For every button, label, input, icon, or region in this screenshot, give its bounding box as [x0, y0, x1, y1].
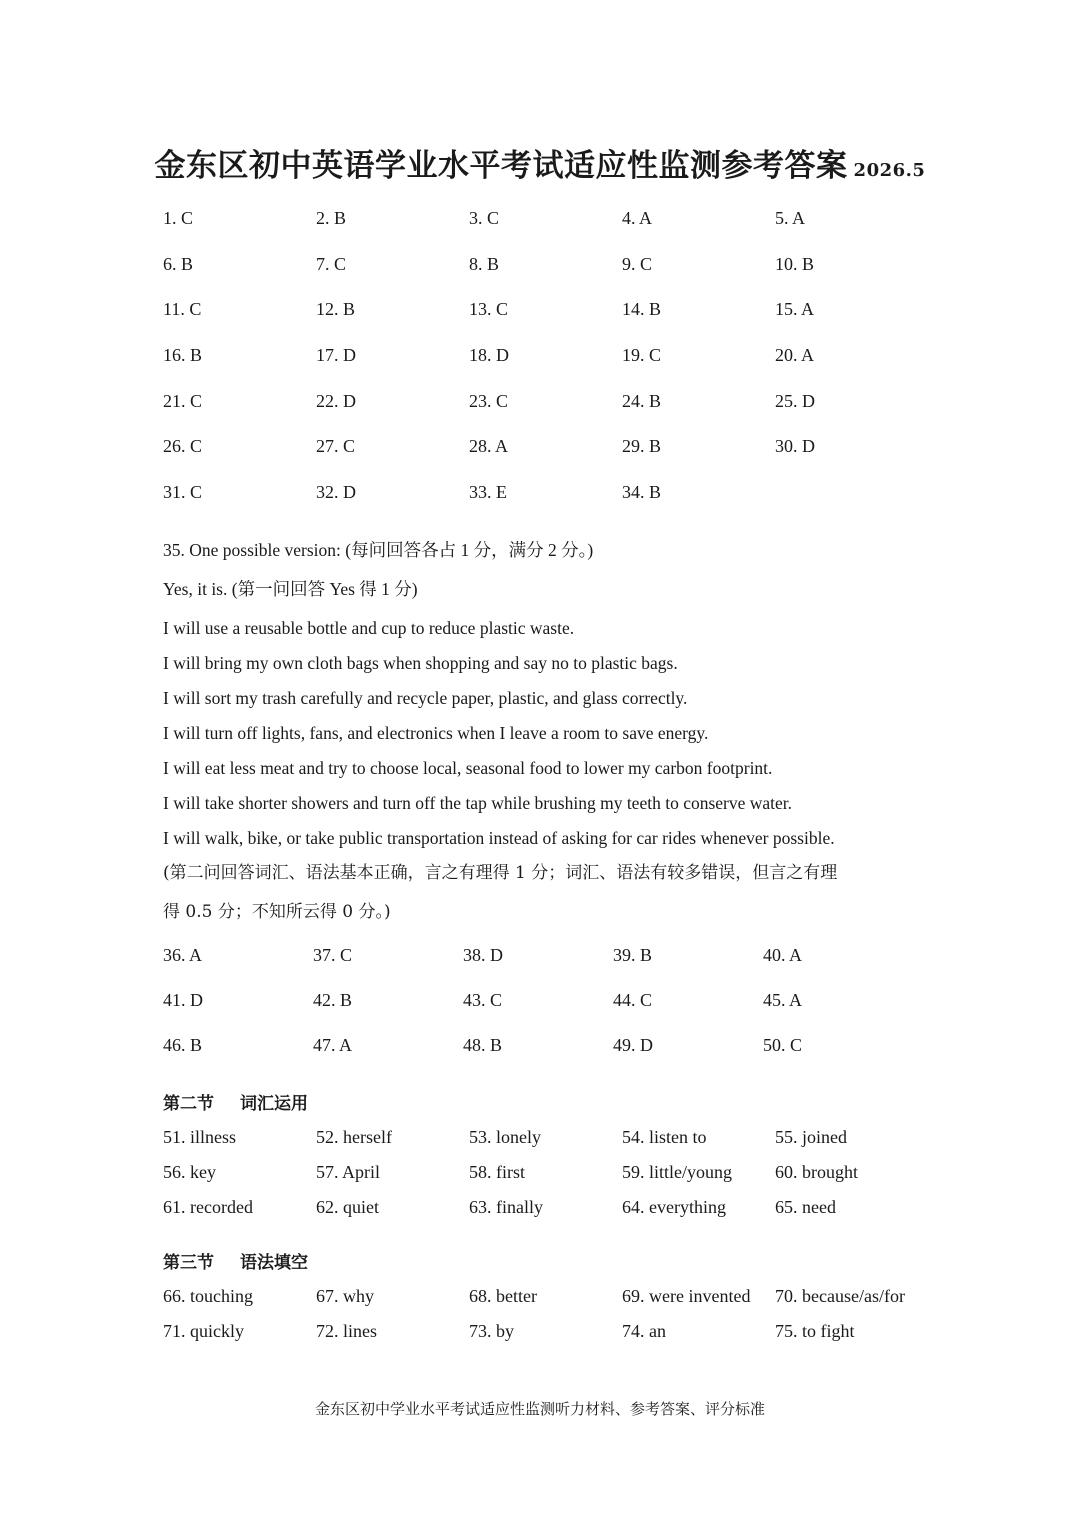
answer-row — [163, 254, 928, 300]
answer-cell: 54. listen to — [622, 1127, 707, 1147]
section3-name: 语法填空 — [240, 1253, 308, 1273]
answer-cell: 22. D — [316, 390, 356, 411]
answer-row — [163, 1286, 928, 1321]
answer-cell: 37. C — [313, 945, 353, 965]
answer-cell: 75. to fight — [775, 1321, 855, 1341]
answer-cell: 40. A — [763, 945, 803, 965]
answers-1-34-grid — [163, 208, 928, 528]
answer-cell: 45. A — [763, 990, 803, 1010]
q35-yes-line: Yes, it is. (第一问回答 Yes 得 1 分) — [163, 579, 418, 599]
answer-cell: 51. illness — [163, 1127, 237, 1147]
answer-cell: 56. key — [163, 1162, 216, 1182]
q35-sentence: I will take shorter showers and turn off the tap while brushing my teeth to conserve water. — [163, 793, 793, 813]
answer-cell: 11. C — [163, 299, 202, 320]
title-text: 金东区初中英语学业水平考试适应性监测参考答案 — [154, 148, 848, 184]
answer-row — [163, 945, 913, 990]
answer-row — [163, 208, 928, 254]
answer-cell: 71. quickly — [163, 1321, 244, 1341]
title-date: 2026.5 — [853, 160, 926, 181]
q35-scoring-note-2: 得 0.5 分；不知所云得 0 分。) — [163, 902, 391, 922]
answer-cell: 25. D — [775, 390, 815, 411]
answer-cell: 27. C — [316, 436, 356, 457]
answer-cell: 55. joined — [775, 1127, 847, 1147]
answer-cell: 69. were invented — [622, 1286, 751, 1306]
answer-cell: 68. better — [469, 1286, 537, 1306]
section3-answers-grid — [163, 1286, 928, 1356]
q35-scoring-note-1: (第二问回答词汇、语法基本正确，言之有理得 1 分；词汇、语法有较多错误，但言之有理 — [163, 863, 838, 883]
answer-cell: 58. first — [469, 1162, 525, 1182]
answer-row — [163, 391, 928, 437]
q35-block — [163, 537, 943, 938]
answer-cell: 38. D — [463, 945, 503, 965]
page-footer: 金东区初中学业水平考试适应性监测听力材料、参考答案、评分标准 — [314, 1400, 765, 1418]
answer-cell: 12. B — [316, 299, 356, 320]
answer-cell: 73. by — [469, 1321, 514, 1341]
answer-cell: 34. B — [622, 482, 662, 503]
section3-heading — [163, 1248, 308, 1273]
answer-cell: 42. B — [313, 990, 353, 1010]
answer-cell: 8. B — [469, 253, 500, 274]
answer-cell: 44. C — [613, 990, 653, 1010]
answer-row — [163, 990, 913, 1035]
answer-row — [163, 1197, 928, 1232]
answer-cell: 52. herself — [316, 1127, 392, 1147]
q35-sentence: I will walk, bike, or take public transportation instead of asking for car rides whenever possible. — [163, 828, 835, 848]
answer-cell: 19. C — [622, 345, 662, 366]
answer-row — [163, 1035, 913, 1080]
answer-cell: 9. C — [622, 253, 653, 274]
answer-cell: 14. B — [622, 299, 662, 320]
q35-sentence: I will bring my own cloth bags when shopping and say no to plastic bags. — [163, 653, 678, 673]
answer-cell: 17. D — [316, 345, 356, 366]
answer-cell: 13. C — [469, 299, 509, 320]
answer-row — [163, 1321, 928, 1356]
answer-cell: 70. because/as/for — [775, 1286, 905, 1306]
section2-label: 第二节 — [163, 1094, 214, 1114]
q35-sentence: I will turn off lights, fans, and electronics when I leave a room to save energy. — [163, 723, 709, 743]
answer-cell: 46. B — [163, 1035, 203, 1055]
answer-cell: 49. D — [613, 1035, 653, 1055]
answer-cell: 21. C — [163, 390, 203, 411]
answer-row — [163, 345, 928, 391]
section3-label: 第三节 — [163, 1253, 214, 1273]
answer-cell: 60. brought — [775, 1162, 858, 1182]
q35-sentence: I will sort my trash carefully and recycle paper, plastic, and glass correctly. — [163, 688, 688, 708]
answer-row — [163, 482, 928, 528]
answer-cell: 15. A — [775, 299, 815, 320]
answer-cell: 48. B — [463, 1035, 503, 1055]
answer-cell: 29. B — [622, 436, 662, 457]
answer-cell: 61. recorded — [163, 1197, 253, 1217]
answer-cell: 59. little/young — [622, 1162, 732, 1182]
answers-36-50-grid — [163, 945, 913, 1080]
answer-cell: 26. C — [163, 436, 203, 457]
answer-cell: 1. C — [163, 208, 194, 228]
answer-cell: 16. B — [163, 345, 203, 366]
section2-heading — [163, 1089, 308, 1114]
answer-row — [163, 1127, 928, 1162]
answer-cell: 5. A — [775, 208, 806, 228]
q35-sentence: I will eat less meat and try to choose local, seasonal food to lower my carbon footprint. — [163, 758, 773, 778]
answer-cell: 64. everything — [622, 1197, 726, 1217]
answer-cell: 74. an — [622, 1321, 666, 1341]
answer-cell: 65. need — [775, 1197, 836, 1217]
answer-cell: 24. B — [622, 390, 662, 411]
answer-cell: 18. D — [469, 345, 509, 366]
answer-cell: 36. A — [163, 945, 203, 965]
q35-sentence: I will use a reusable bottle and cup to reduce plastic waste. — [163, 618, 575, 638]
answer-cell: 63. finally — [469, 1197, 543, 1217]
answer-cell: 33. E — [469, 482, 507, 503]
answer-cell: 32. D — [316, 482, 356, 503]
answer-cell: 6. B — [163, 253, 194, 274]
answer-cell: 2. B — [316, 208, 347, 228]
answer-cell: 3. C — [469, 208, 500, 228]
answer-cell: 28. A — [469, 436, 509, 457]
answer-cell: 20. A — [775, 345, 815, 366]
answer-cell: 23. C — [469, 390, 509, 411]
answer-cell: 43. C — [463, 990, 503, 1010]
answer-cell: 62. quiet — [316, 1197, 379, 1217]
answer-cell: 7. C — [316, 253, 347, 274]
answer-cell: 30. D — [775, 436, 815, 457]
answer-cell: 57. April — [316, 1162, 381, 1182]
answer-cell: 66. touching — [163, 1286, 253, 1306]
answer-cell: 31. C — [163, 482, 203, 503]
answer-row — [163, 436, 928, 482]
answer-cell: 4. A — [622, 208, 653, 228]
answer-cell: 53. lonely — [469, 1127, 541, 1147]
answer-cell: 41. D — [163, 990, 203, 1010]
page-title — [0, 140, 1080, 185]
section2-name: 词汇运用 — [240, 1094, 308, 1114]
answer-row — [163, 1162, 928, 1197]
answer-cell: 39. B — [613, 945, 653, 965]
answer-cell: 67. why — [316, 1286, 374, 1306]
q35-intro: 35. One possible version: (每问回答各占 1 分，满分 2 分。) — [163, 540, 594, 560]
answer-cell: 72. lines — [316, 1321, 377, 1341]
section2-answers-grid — [163, 1127, 928, 1232]
answer-cell: 47. A — [313, 1035, 353, 1055]
answer-cell: 10. B — [775, 253, 815, 274]
answer-cell: 50. C — [763, 1035, 803, 1055]
answer-row — [163, 299, 928, 345]
